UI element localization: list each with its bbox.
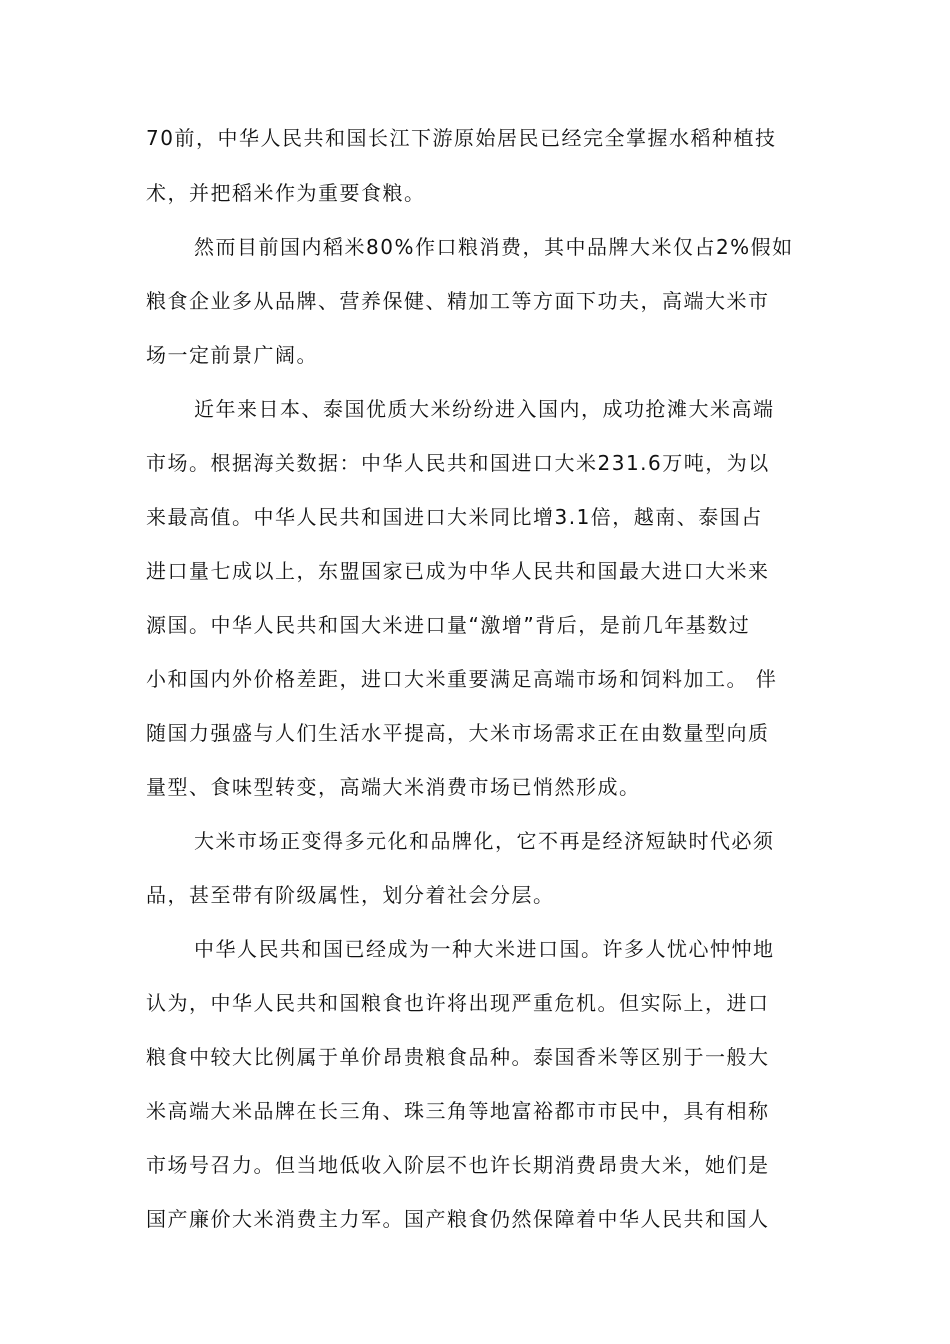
text-line: 来最高值。中华人民共和国进口大米同比增3.1倍，越南、泰国占 [146, 505, 763, 529]
text-line: 米高端大米品牌在长三角、珠三角等地富裕都市市民中，具有相称 [146, 1099, 770, 1123]
text-line: 市场号召力。但当地低收入阶层不也许长期消费昂贵大米，她们是 [146, 1153, 770, 1177]
text-line: 源国。中华人民共和国大米进口量“激增”背后，是前几年基数过 [146, 613, 751, 637]
text-line: 然而目前国内稻米80%作口粮消费，其中品牌大米仅占2%假如 [194, 235, 794, 259]
text-line: 场一定前景广阔。 [146, 343, 318, 367]
text-line: 70前，中华人民共和国长江下游原始居民已经完全掌握水稻种植技 [146, 126, 777, 150]
text-line: 粮食企业多从品牌、营养保健、精加工等方面下功夫，高端大米市 [146, 289, 770, 313]
text-line: 随国力强盛与人们生活水平提高，大米市场需求正在由数量型向质 [146, 721, 770, 745]
text-line: 进口量七成以上，东盟国家已成为中华人民共和国最大进口大米来 [146, 559, 770, 583]
text-line: 市场。根据海关数据：中华人民共和国进口大米231.6万吨，为以 [146, 451, 770, 475]
text-line: 认为，中华人民共和国粮食也许将出现严重危机。但实际上，进口 [146, 991, 770, 1015]
text-line: 大米市场正变得多元化和品牌化，它不再是经济短缺时代必须 [194, 829, 775, 853]
text-line: 品，甚至带有阶级属性，划分着社会分层。 [146, 883, 555, 907]
text-line: 国产廉价大米消费主力军。国产粮食仍然保障着中华人民共和国人 [146, 1207, 770, 1231]
text-line: 量型、食味型转变，高端大米消费市场已悄然形成。 [146, 775, 641, 799]
text-line: 小和国内外价格差距，进口大米重要满足高端市场和饲料加工。 伴 [146, 667, 778, 691]
text-line: 粮食中较大比例属于单价昂贵粮食品种。泰国香米等区别于一般大 [146, 1045, 770, 1069]
text-line: 中华人民共和国已经成为一种大米进口国。许多人忧心忡忡地 [194, 937, 775, 961]
text-line: 术，并把稻米作为重要食粮。 [146, 181, 426, 205]
text-line: 近年来日本、泰国优质大米纷纷进入国内，成功抢滩大米高端 [194, 397, 775, 421]
